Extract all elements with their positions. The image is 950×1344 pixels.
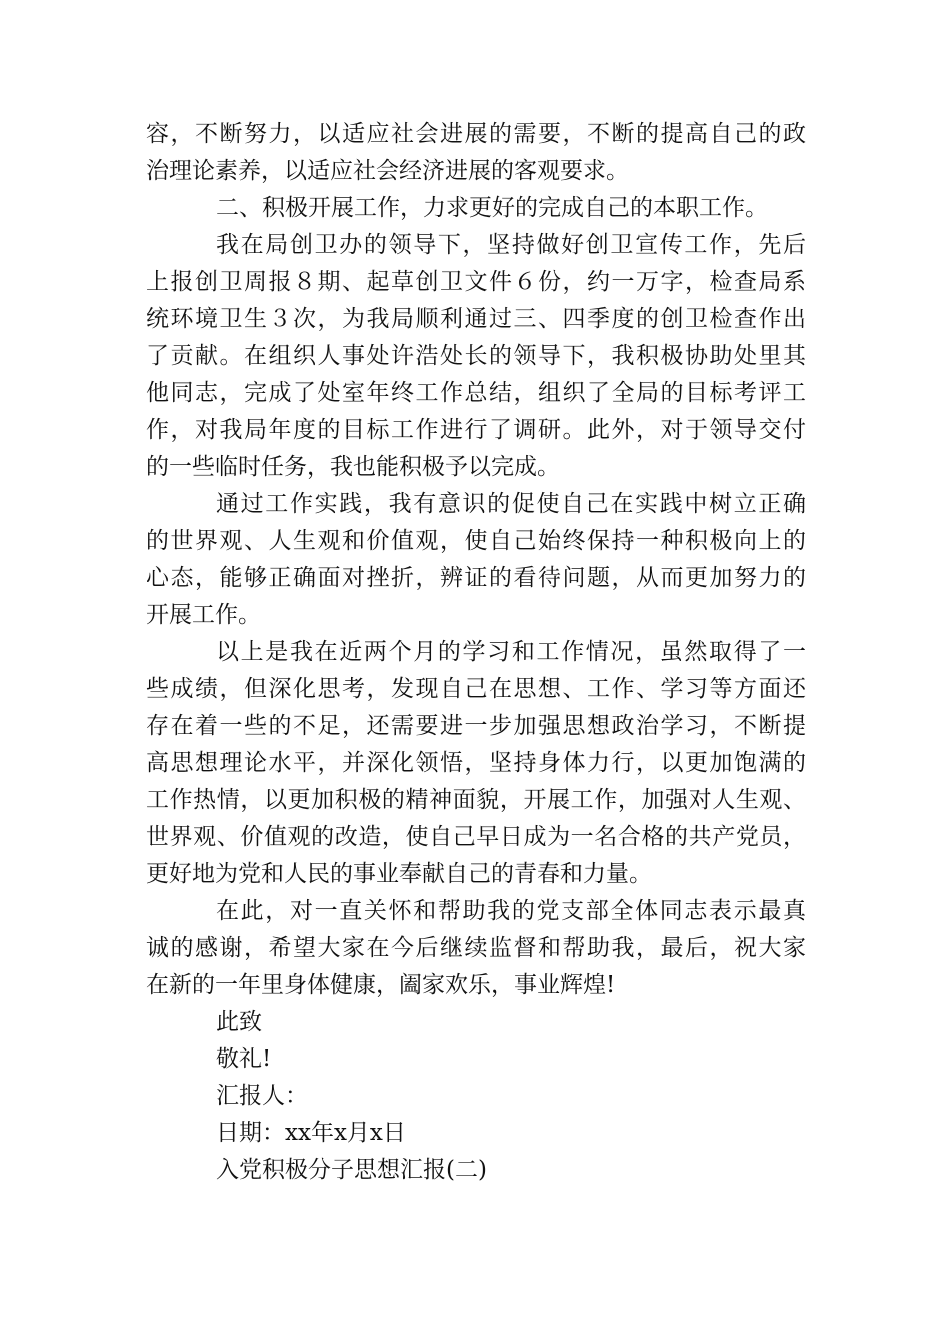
paragraph-line: 些成绩，但深化思考，发现自己在思想、工作、学习等方面还 (146, 676, 806, 702)
next-section-title: 入党积极分子思想汇报(二) (216, 1157, 487, 1183)
paragraph-line: 世界观、价值观的改造，使自己早日成为一名合格的共产党员， (146, 824, 806, 850)
paragraph-line: 心态，能够正确面对挫折，辨证的看待问题，从而更加努力的 (146, 565, 806, 591)
paragraph-line: 以上是我在近两个月的学习和工作情况，虽然取得了一 (216, 639, 806, 665)
paragraph-line: 在此，对一直关怀和帮助我的党支部全体同志表示最真 (216, 898, 806, 924)
paragraph-line: 统环境卫生３次，为我局顺利通过三、四季度的创卫检查作出 (146, 306, 806, 332)
paragraph-line: 在新的一年里身体健康，阖家欢乐，事业辉煌! (146, 972, 616, 998)
date-line: 日期：xx年x月x日 (216, 1120, 406, 1146)
paragraph-line: 作，对我局年度的目标工作进行了调研。此外，对于领导交付 (146, 417, 806, 443)
paragraph-line: 诚的感谢，希望大家在今后继续监督和帮助我，最后，祝大家 (146, 935, 806, 961)
paragraph-line: 的一些临时任务，我也能积极予以完成。 (146, 454, 560, 480)
paragraph-line: 我在局创卫办的领导下，坚持做好创卫宣传工作，先后 (216, 232, 806, 258)
paragraph-line: 上报创卫周报８期、起草创卫文件６份，约一万字，检查局系 (146, 269, 806, 295)
reporter-label: 汇报人： (216, 1083, 308, 1109)
closing-salutation: 此致 (216, 1009, 262, 1035)
paragraph-line: 了贡献。在组织人事处许浩处长的领导下，我积极协助处里其 (146, 343, 806, 369)
section-heading: 二、积极开展工作，力求更好的完成自己的本职工作。 (216, 195, 768, 221)
paragraph-line: 他同志，完成了处室年终工作总结，组织了全局的目标考评工 (146, 380, 806, 406)
paragraph-line: 更好地为党和人民的事业奉献自己的青春和力量。 (146, 861, 652, 887)
paragraph-line: 工作热情，以更加积极的精神面貌，开展工作，加强对人生观、 (146, 787, 806, 813)
paragraph-line: 通过工作实践，我有意识的促使自己在实践中树立正确 (216, 491, 806, 517)
closing-regards: 敬礼! (216, 1046, 272, 1072)
paragraph-line: 治理论素养，以适应社会经济进展的客观要求。 (146, 158, 629, 184)
document-body (146, 116, 806, 1189)
paragraph-line: 高思想理论水平，并深化领悟，坚持身体力行，以更加饱满的 (146, 750, 806, 776)
paragraph-line: 存在着一些的不足，还需要进一步加强思想政治学习，不断提 (146, 713, 806, 739)
paragraph-line: 容，不断努力，以适应社会进展的需要，不断的提高自己的政 (146, 121, 806, 147)
paragraph-line: 开展工作。 (146, 602, 261, 628)
paragraph-line: 的世界观、人生观和价值观，使自己始终保持一种积极向上的 (146, 528, 806, 554)
